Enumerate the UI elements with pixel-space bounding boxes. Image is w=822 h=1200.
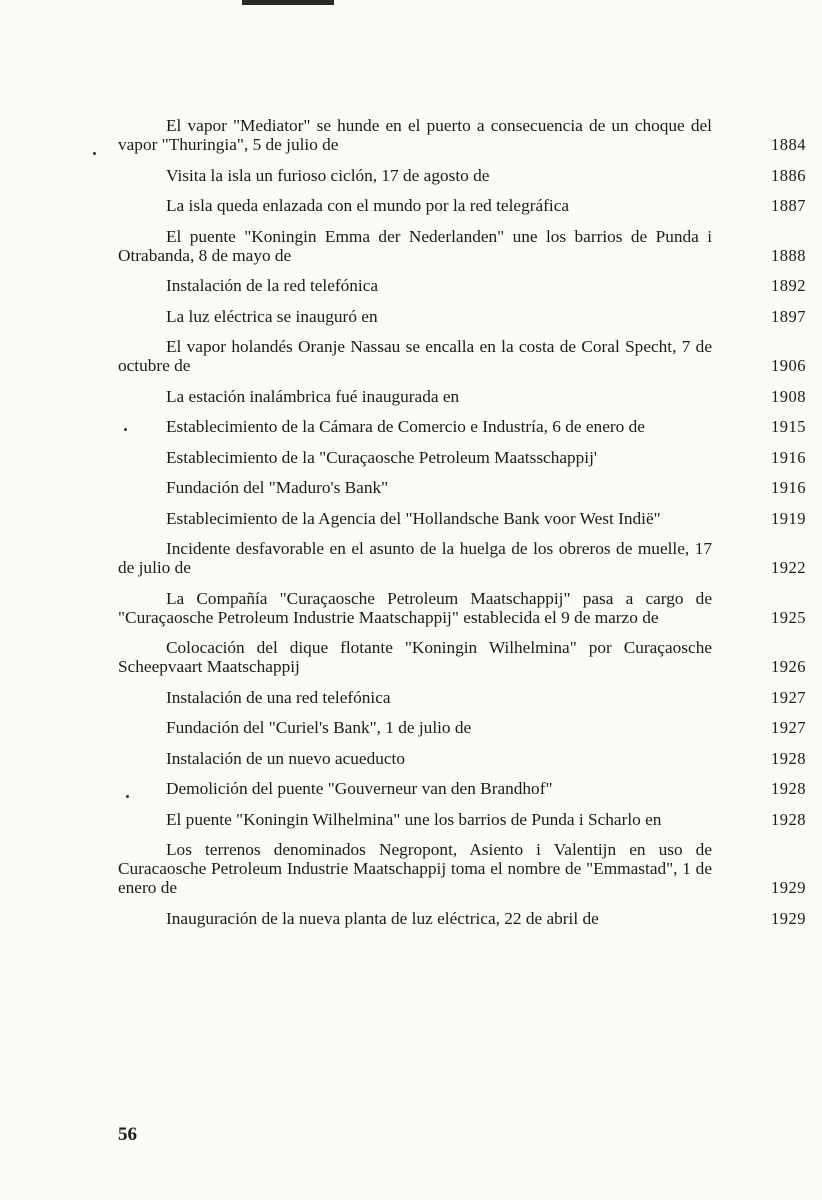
entry-year: 1916 [771,478,806,497]
entry-description: Establecimiento de la Cámara de Comercio e Industría, 6 de enero de [166,417,645,436]
chronology-entry [118,307,818,326]
entry-description: El vapor holandés Oranje Nassau se encalla en la costa de Coral Specht, 7 de octubre de [118,337,712,375]
chronology-entry [118,387,818,406]
chronology-entry [118,509,818,528]
entry-year: 1925 [771,607,806,627]
entry-year: 1927 [771,718,806,737]
entry-description: Los terrenos denominados Negropont, Asiento i Valentijn en uso de Curacaosche Petroleum Industrie Maatschappij toma el nombre de "Emmastad", 1 de enero de [118,840,712,897]
ink-dot [93,152,96,155]
entry-description: Inauguración de la nueva planta de luz eléctrica, 22 de abril de [166,908,599,928]
chronology-entry [118,638,818,676]
entry-year: 1884 [771,135,806,154]
chronology-entry [118,448,818,467]
entry-year: 1888 [771,245,806,265]
chronology-entry [118,718,818,737]
chronology-entry [118,749,818,768]
chronology-entry [118,337,818,375]
chronology-entry [118,688,818,707]
entry-year: 1916 [771,447,806,467]
entry-year: 1887 [771,196,806,215]
entry-description: Visita la isla un furioso ciclón, 17 de agosto de [166,165,490,185]
chronology-entry [118,227,818,265]
entry-year: 1928 [771,779,806,798]
entry-description: La estación inalámbrica fué inaugurada en [166,386,460,406]
entry-year: 1908 [771,386,806,406]
entry-description: Establecimiento de la Agencia del "Hollandsche Bank voor West Indië" [166,508,661,528]
entry-year: 1919 [771,508,806,528]
entry-year: 1886 [771,165,806,185]
entry-description: Colocación del dique flotante "Koningin Wilhelmina" por Curaçaosche Scheepvaart Maatschappij [118,638,712,676]
entry-year: 1929 [771,908,806,928]
entry-year: 1915 [771,417,806,436]
top-rule [242,0,334,5]
entry-description: Fundación del "Maduro's Bank" [166,478,389,497]
entry-year: 1922 [771,558,806,577]
entry-year: 1906 [771,356,806,375]
entry-description: La Compañía "Curaçaosche Petroleum Maatschappij" pasa a cargo de "Curaçaosche Petroleum Industrie Maatschappij" establecida el 9 de marzo de [118,588,712,627]
entry-year: 1926 [771,657,806,676]
entry-description: El puente "Koningin Emma der Nederlanden" une los barrios de Punda i Otrabanda, 8 de mayo de [118,226,712,265]
entry-year: 1897 [771,306,806,326]
chronology-entry [118,166,818,185]
entry-description: Instalación de la red telefónica [166,276,379,295]
entry-description: Establecimiento de la "Curaçaosche Petroleum Maatsschappij' [166,447,598,467]
entry-description: Fundación del "Curiel's Bank", 1 de julio de [166,718,472,737]
entry-description: La luz eléctrica se inauguró en [166,306,378,326]
chronology-entry [118,417,818,436]
entry-year: 1927 [771,687,806,707]
entry-year: 1928 [771,748,806,768]
entry-description: Instalación de un nuevo acueducto [166,748,405,768]
chronology-list [118,116,818,939]
chronology-entry [118,196,818,215]
chronology-entry [118,478,818,497]
entry-year: 1929 [771,878,806,897]
chronology-entry [118,909,818,928]
chronology-entry [118,779,818,798]
entry-description: El puente "Koningin Wilhelmina" une los barrios de Punda i Scharlo en [166,809,662,829]
chronology-entry [118,810,818,829]
chronology-entry [118,276,818,295]
entry-description: La isla queda enlazada con el mundo por la red telegráfica [166,196,570,215]
chronology-entry [118,539,818,577]
chronology-entry [118,840,818,897]
entry-year: 1928 [771,809,806,829]
page-number: 56 [118,1124,137,1145]
entry-description: El vapor "Mediator" se hunde en el puerto a consecuencia de un choque del vapor "Thuringia", 5 de julio de [118,116,712,154]
entry-description: Instalación de una red telefónica [166,687,391,707]
entry-description: Incidente desfavorable en el asunto de la huelga de los obreros de muelle, 17 de julio de [118,539,712,577]
entry-description: Demolición del puente "Gouverneur van den Brandhof" [166,779,553,798]
chronology-entry [118,116,818,154]
chronology-entry [118,589,818,627]
entry-year: 1892 [771,276,806,295]
